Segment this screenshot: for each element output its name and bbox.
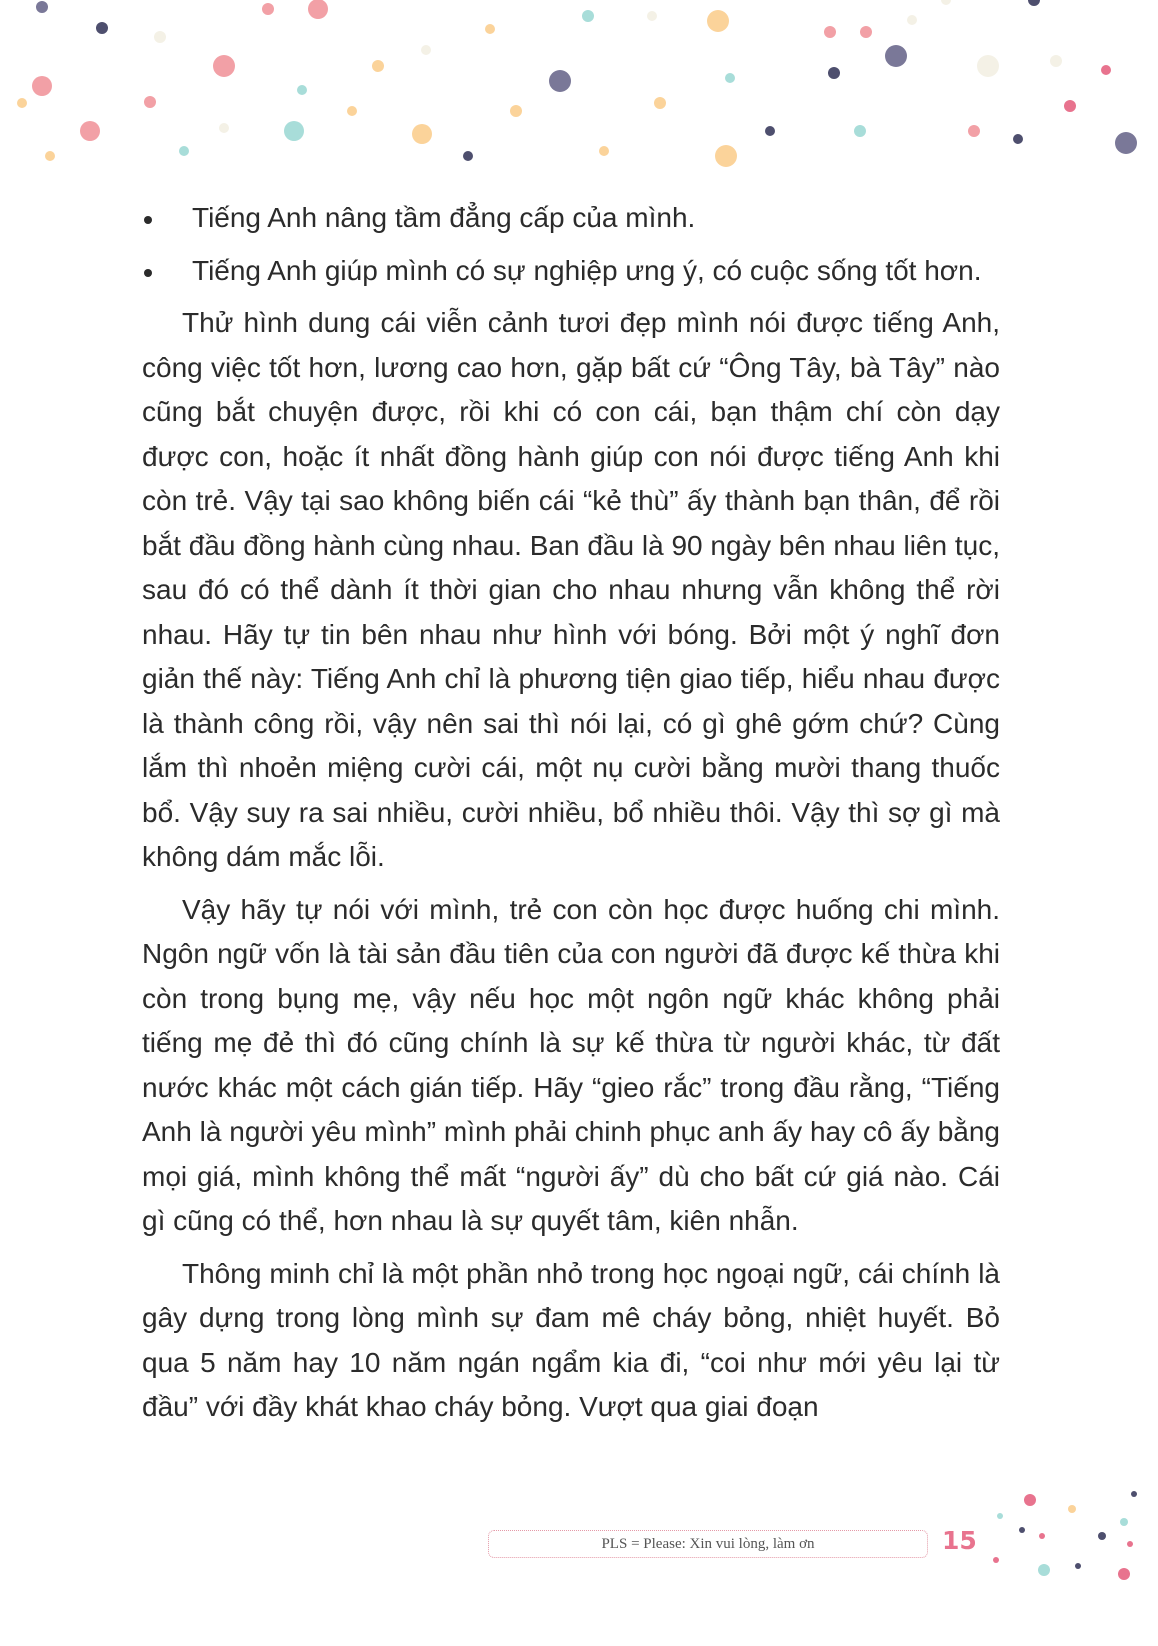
dot: [1098, 1532, 1106, 1540]
dot: [707, 10, 729, 32]
dot: [1101, 65, 1111, 75]
dot: [179, 146, 189, 156]
dot: [347, 106, 357, 116]
dot: [997, 1513, 1003, 1519]
dot: [412, 124, 432, 144]
dot: [647, 11, 657, 21]
page-number: 15: [942, 1526, 977, 1555]
dot: [144, 96, 156, 108]
dot: [1028, 0, 1040, 6]
paragraph: Thử hình dung cái viễn cảnh tươi đẹp mình nói được tiếng Anh, công việc tốt hơn, lương cao hơn, gặp bất cứ “Ông Tây, bà Tây” nào cũng bắt chuyện được, rồi khi có con cái, bạn thậm chí còn dạy được con, hoặc ít nhất đồng hành giúp con nói được tiếng Anh khi còn trẻ. Vậy tại sao không biến cái “kẻ thù” ấy thành bạn thân, để rồi bắt đầu đồng hành cùng nhau. Ban đầu là 90 ngày bên nhau liên tục, sau đó có thể dành ít thời gian cho nhau nhưng vẫn không thể rời nhau. Hãy tự tin bên nhau như hình với bóng. Bởi một ý nghĩ đơn giản thế này: Tiếng Anh chỉ là phương tiện giao tiếp, hiểu nhau được là thành công rồi, vậy nên sai thì nói lại, có gì ghê gớm chứ? Cùng lắm thì nhoẻn miệng cười cái, một nụ cười bằng mười thang thuốc bổ. Vậy suy ra sai nhiều, cười nhiều, bổ nhiều thôi. Vậy thì sợ gì mà không dám mắc lỗi.: [142, 307, 1000, 872]
decorative-dots-top: [0, 0, 1158, 180]
dot: [1064, 100, 1076, 112]
dot: [421, 45, 431, 55]
dot: [725, 73, 735, 83]
dot: [599, 146, 609, 156]
dot: [1068, 1505, 1076, 1513]
bullet-list: [142, 196, 1000, 293]
dot: [1050, 55, 1062, 67]
dot: [1038, 1564, 1050, 1576]
dot: [715, 145, 737, 167]
dot: [860, 26, 872, 38]
page-body: [142, 196, 1000, 1438]
dot: [1115, 132, 1137, 154]
dot: [213, 55, 235, 77]
paragraph: Vậy hãy tự nói với mình, trẻ con còn học được huống chi mình. Ngôn ngữ vốn là tài sản đầu tiên của con người đã được kế thừa khi còn trong bụng mẹ, vậy nếu học một ngôn ngữ khác không phải tiếng mẹ đẻ thì đó cũng chính là sự kế thừa từ người khác, từ đất nước khác một cách gián tiếp. Hãy “gieo rắc” trong đầu rằng, “Tiếng Anh là người yêu mình” mình phải chinh phục anh ấy hay cô ấy bằng mọi giá, mình không thể mất “người ấy” dù cho bất cứ giá nào. Cái gì cũng có thể, hơn nhau là sự quyết tâm, kiên nhẫn.: [142, 893, 1000, 1236]
dot: [262, 3, 274, 15]
dot: [854, 125, 866, 137]
dot: [1118, 1568, 1130, 1580]
dot: [308, 0, 328, 19]
dot: [36, 1, 48, 13]
footer-note-text: PLS = Please: Xin vui lòng, làm ơn: [601, 1535, 815, 1552]
dot: [968, 125, 980, 137]
dot: [828, 67, 840, 79]
dot: [372, 60, 384, 72]
dot: [549, 70, 571, 92]
dot: [1120, 1518, 1128, 1526]
dot: [510, 105, 522, 117]
bullet-item: Tiếng Anh giúp mình có sự nghiệp ưng ý, có cuộc sống tốt hơn.: [142, 249, 1000, 294]
dot: [977, 55, 999, 77]
footer-note: [488, 1530, 928, 1558]
dot: [993, 1557, 999, 1563]
bullet-item: Tiếng Anh nâng tầm đẳng cấp của mình.: [142, 196, 1000, 241]
dot: [219, 123, 229, 133]
dot: [1024, 1494, 1036, 1506]
dot: [941, 0, 951, 5]
dot: [907, 15, 917, 25]
dot: [45, 151, 55, 161]
dot: [765, 126, 775, 136]
dot: [32, 76, 52, 96]
dot: [154, 31, 166, 43]
dot: [80, 121, 100, 141]
dot: [1019, 1527, 1025, 1533]
dot: [824, 26, 836, 38]
dot: [485, 24, 495, 34]
dot: [1127, 1541, 1133, 1547]
dot: [582, 10, 594, 22]
dot: [17, 98, 27, 108]
dot: [463, 151, 473, 161]
dot: [1131, 1491, 1137, 1497]
dot: [297, 85, 307, 95]
paragraph: Thông minh chỉ là một phần nhỏ trong học ngoại ngữ, cái chính là gây dựng trong lòng mình sự đam mê cháy bỏng, nhiệt huyết. Bỏ qua 5 năm hay 10 năm ngán ngẩm kia đi, “coi như mới yêu lại từ đầu” với đầy khát khao cháy bỏng. Vượt qua giai đoạn: [142, 1257, 1000, 1422]
dot: [96, 22, 108, 34]
dot: [1039, 1533, 1045, 1539]
dot: [1075, 1563, 1081, 1569]
dot: [1013, 134, 1023, 144]
dot: [284, 121, 304, 141]
dot: [885, 45, 907, 67]
dot: [654, 97, 666, 109]
